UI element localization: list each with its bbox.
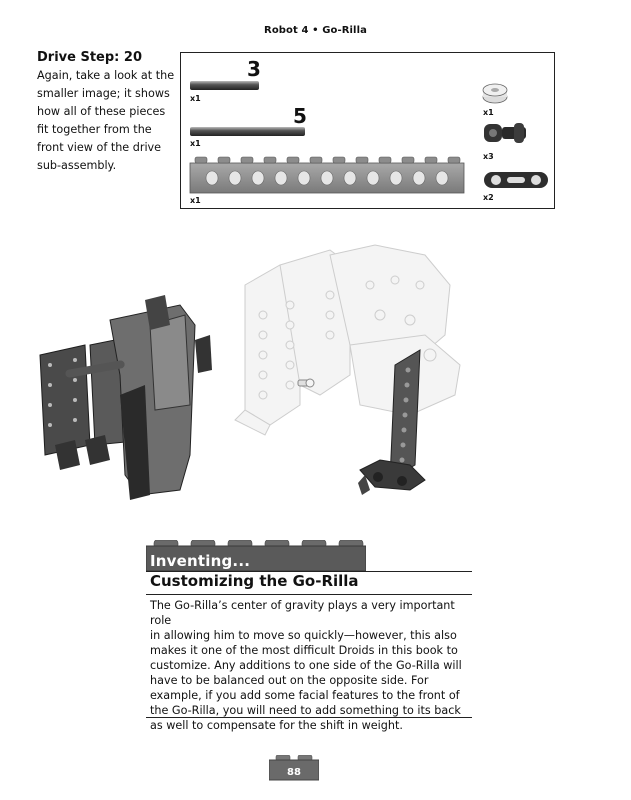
axle-5-quantity: x1 [190,139,201,148]
inventing-label: Inventing... [150,552,251,570]
inventing-rule-mid [146,594,472,595]
step-instructions [37,67,182,175]
step-title: Drive Step: 20 [37,50,142,65]
step-line: fit together from the [37,123,152,136]
body-line: The Go-Rilla’s center of gravity plays a very important role [150,599,455,627]
inventing-body [150,598,476,733]
small-axle-piece [298,379,314,387]
drive-assembly-illustration [30,225,500,525]
axle-3-length-label: 3 [247,57,261,81]
body-line: as well to compensate for the shift in weight. [150,719,403,732]
axle-3-piece [190,81,259,90]
left-drive-subassembly [40,295,212,500]
parts-list-diagram [181,53,556,210]
body-line: have to be balanced out on the opposite side. For [150,674,429,687]
body-line: in allowing him to move so quickly—however, this also [150,629,457,642]
body-line: makes it one of the most difficult Droids in this book to [150,644,458,657]
inventing-rule-bottom [146,717,472,718]
body-line: customize. Any additions to one side of the Go-Rilla will [150,659,462,672]
axle-5-length-label: 5 [293,104,307,128]
page-number: 88 [287,767,301,778]
axle-5-piece [190,127,305,136]
step-line: smaller image; it shows [37,87,170,100]
liftarm-piece [484,172,548,188]
step-line: how all of these pieces [37,105,166,118]
connector-peg-quantity: x3 [483,152,494,161]
liftarm-quantity: x2 [483,193,494,202]
parts-list-box [180,52,555,209]
technic-beam-piece [190,157,464,193]
inventing-heading: Customizing the Go-Rilla [150,572,359,590]
connector-peg-piece [484,123,526,143]
body-line: the Go-Rilla, you will need to add something to its back [150,704,461,717]
step-line: front view of the drive [37,141,162,154]
bush-quantity: x1 [483,108,494,117]
step-line: Again, take a look at the [37,69,175,82]
technic-beam-quantity: x1 [190,196,201,205]
running-head: Robot 4 • Go-Rilla [264,25,367,36]
faded-main-body [235,245,460,435]
body-line: example, if you add some facial features to the front of [150,689,460,702]
axle-3-quantity: x1 [190,94,201,103]
step-line: sub-assembly. [37,159,117,172]
bush-piece [483,84,507,103]
